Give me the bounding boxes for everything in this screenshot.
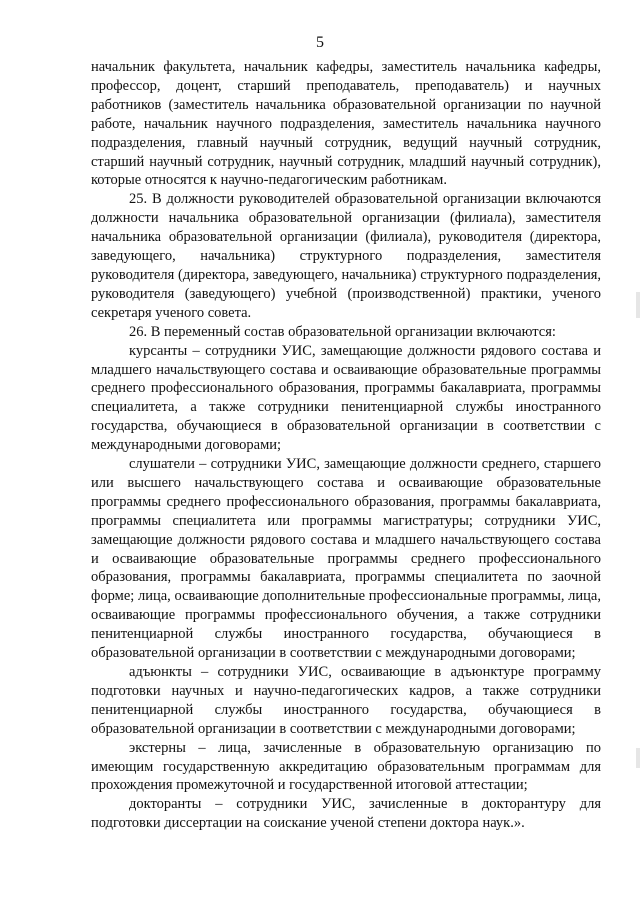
paragraph-adjuncts: адъюнкты – сотрудники УИС, осваивающие в адъюнктуре программу подготовки научных и научно-педагогических кадров, а также сотрудники пенитенциарной службы иностранного государства, обучающиеся в образовательной организации в соответствии с международными договорами;: [91, 664, 601, 737]
scan-edge-mark: [636, 292, 640, 318]
document-body: [91, 58, 601, 833]
paragraph-continuation: начальник факультета, начальник кафедры, заместитель начальника кафедры, профессор, доцент, старший преподаватель, преподаватель) и научных работников (заместитель начальника образовательной организации по научной работе, начальник научного подразделения, заместитель начальника научного подразделения, главный научный сотрудник, ведущий научный сотрудник, старший научный сотрудник, научный сотрудник, младший научный сотрудник), которые относятся к научно-педагогическим работникам.: [91, 59, 601, 189]
paragraph-listeners: слушатели – сотрудники УИС, замещающие должности среднего, старшего или высшего начальствующего состава и осваивающие образовательные программы среднего профессионального образования, программы бакалавриата, программы специалитета или программы магистратуры; сотрудники УИС, замещающие должности рядового состава и младшего начальствующего состава и осваивающие образовательные программы среднего профессионального образования, программы бакалавриата, программы специалитета по заочной форме; лица, осваивающие дополнительные профессиональные программы, лица, осваивающие программы профессионального обучения, а также сотрудники пенитенциарной службы иностранного государства, обучающиеся в образовательной организации в соответствии с международными договорами;: [91, 456, 601, 662]
scan-edge-mark: [636, 748, 640, 768]
paragraph-doctoral-students: докторанты – сотрудники УИС, зачисленные в докторантуру для подготовки диссертации на соискание ученой степени доктора наук.».: [91, 796, 601, 832]
paragraph-cadets: курсанты – сотрудники УИС, замещающие должности рядового состава и младшего начальствующего состава и осваивающие образовательные программы среднего профессионального образования, программы бакалавриата, программы специалитета, а также сотрудники пенитенциарной службы иностранного государства, обучающиеся в образовательной организации в соответствии с международными договорами;: [91, 342, 601, 454]
paragraph-item-26: 26. В переменный состав образовательной организации включаются:: [129, 323, 556, 340]
page-number: 5: [316, 34, 324, 51]
paragraph-item-25: 25. В должности руководителей образовательной организации включаются должности начальника образовательной организации (филиала), заместителя начальника образовательной организации (филиала), руководителя (директора, заведующего, начальника) структурного подразделения, заместителя руководителя (директора, заведующего, начальника) структурного подразделения, руководителя (заведующего) учебной (производственной) практики, ученого секретаря ученого совета.: [91, 191, 601, 321]
paragraph-external-students: экстерны – лица, зачисленные в образовательную организацию по имеющим государственную аккредитацию образовательным программам для прохождения промежуточной и государственной итоговой аттестации;: [91, 739, 601, 794]
